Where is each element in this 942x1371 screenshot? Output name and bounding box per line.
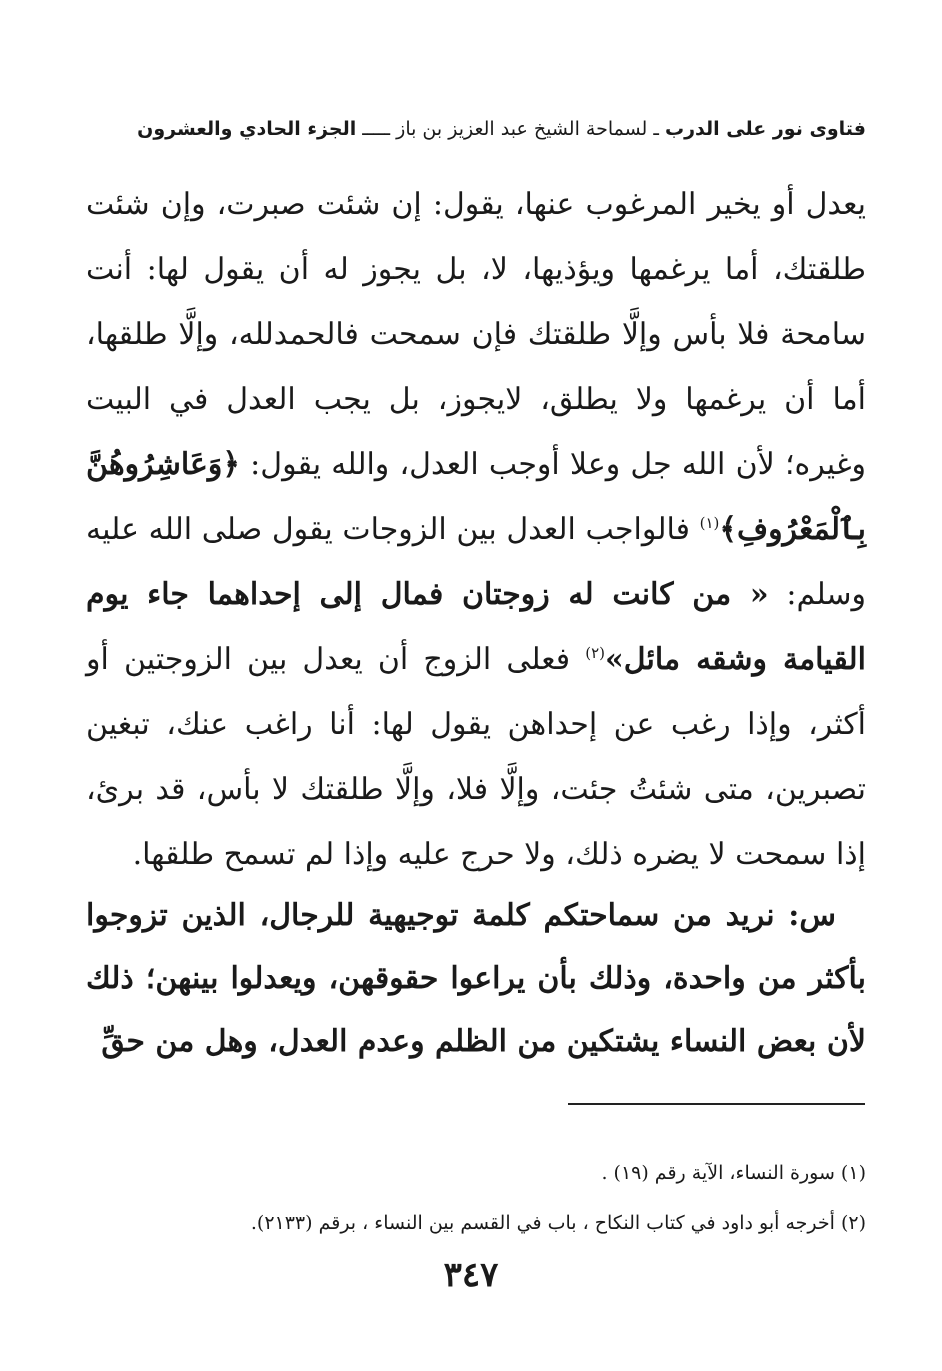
- quran-verse: ﴿وَعَاشِرُوهُنَّ بِٱلْمَعْرُوفِ﴾: [86, 447, 866, 547]
- footnote-ref-2: (٢): [585, 644, 606, 662]
- answer-text-part-2: فالواجب العدل بين الزوجات يقول صلى الله عليه وسلم:: [86, 512, 866, 612]
- footnotes: [140, 1148, 866, 1248]
- book-title: فتاوى نور على الدرب: [665, 118, 866, 140]
- answer-text-part-3: فعلى الزوج أن يعدل بين الزوجتين أو أكثر، وإذا رغب عن إحداهن يقول لها: أنا راغب عنك، تبغين تصبرين، متى شئتُ جئت، وإلَّا فلا، وإلَّا طلقتك لا بأس، قد برئ، إذا سمحت لا يضره ذلك، ولا حرج عليه وإذا لم تسمح طلقها.: [86, 642, 866, 872]
- answer-text-part-1: يعدل أو يخير المرغوب عنها، يقول: إن شئت صبرت، وإن شئت طلقتك، أما يرغمها ويؤذيها، لا، بل يجوز له أن يقول لها: أنت سامحة فلا بأس وإلَّا طلقتك فإن سمحت فالحمدلله، وإلَّا طلقها، أما أن يرغمها ولا يطلق، لايجوز، بل يجب العدل في البيت وغيره؛ لأن الله جل وعلا أوجب العدل، والله يقول:: [86, 187, 866, 482]
- footnote-divider: [568, 1103, 865, 1105]
- question-text: س: نريد من سماحتكم كلمة توجيهية للرجال، الذين تزوجوا بأكثر من واحدة، وذلك بأن يراعوا حقوقهن، ويعدلوا بينهن؛ ذلك لأن بعض النساء يشتكين من الظلم وعدم العدل، وهل من حقِّ: [86, 898, 866, 1059]
- running-header: [96, 112, 866, 146]
- header-separator: ـــــ: [356, 118, 397, 140]
- body-text: [86, 172, 866, 887]
- header-author: لسماحة الشيخ عبد العزيز بن باز: [396, 118, 648, 140]
- footnote-1: (١) سورة النساء، الآية رقم (١٩) .: [601, 1162, 866, 1184]
- header-separator: ـ: [647, 118, 665, 140]
- question-paragraph: [86, 884, 866, 1073]
- footnote-2: (٢) أخرجه أبو داود في كتاب النكاح ، باب في القسم بين النساء ، برقم (٢١٣٣).: [250, 1212, 866, 1234]
- volume-label: الجزء الحادي والعشرون: [137, 118, 357, 140]
- page-number: ٣٤٧: [443, 1255, 499, 1295]
- footnote-ref-1: (١): [699, 514, 720, 532]
- answer-paragraph: [86, 172, 866, 887]
- hadith-quote: « من كانت له زوجتان فمال إلى إحداهما جاء يوم القيامة وشقه مائل»: [86, 577, 866, 677]
